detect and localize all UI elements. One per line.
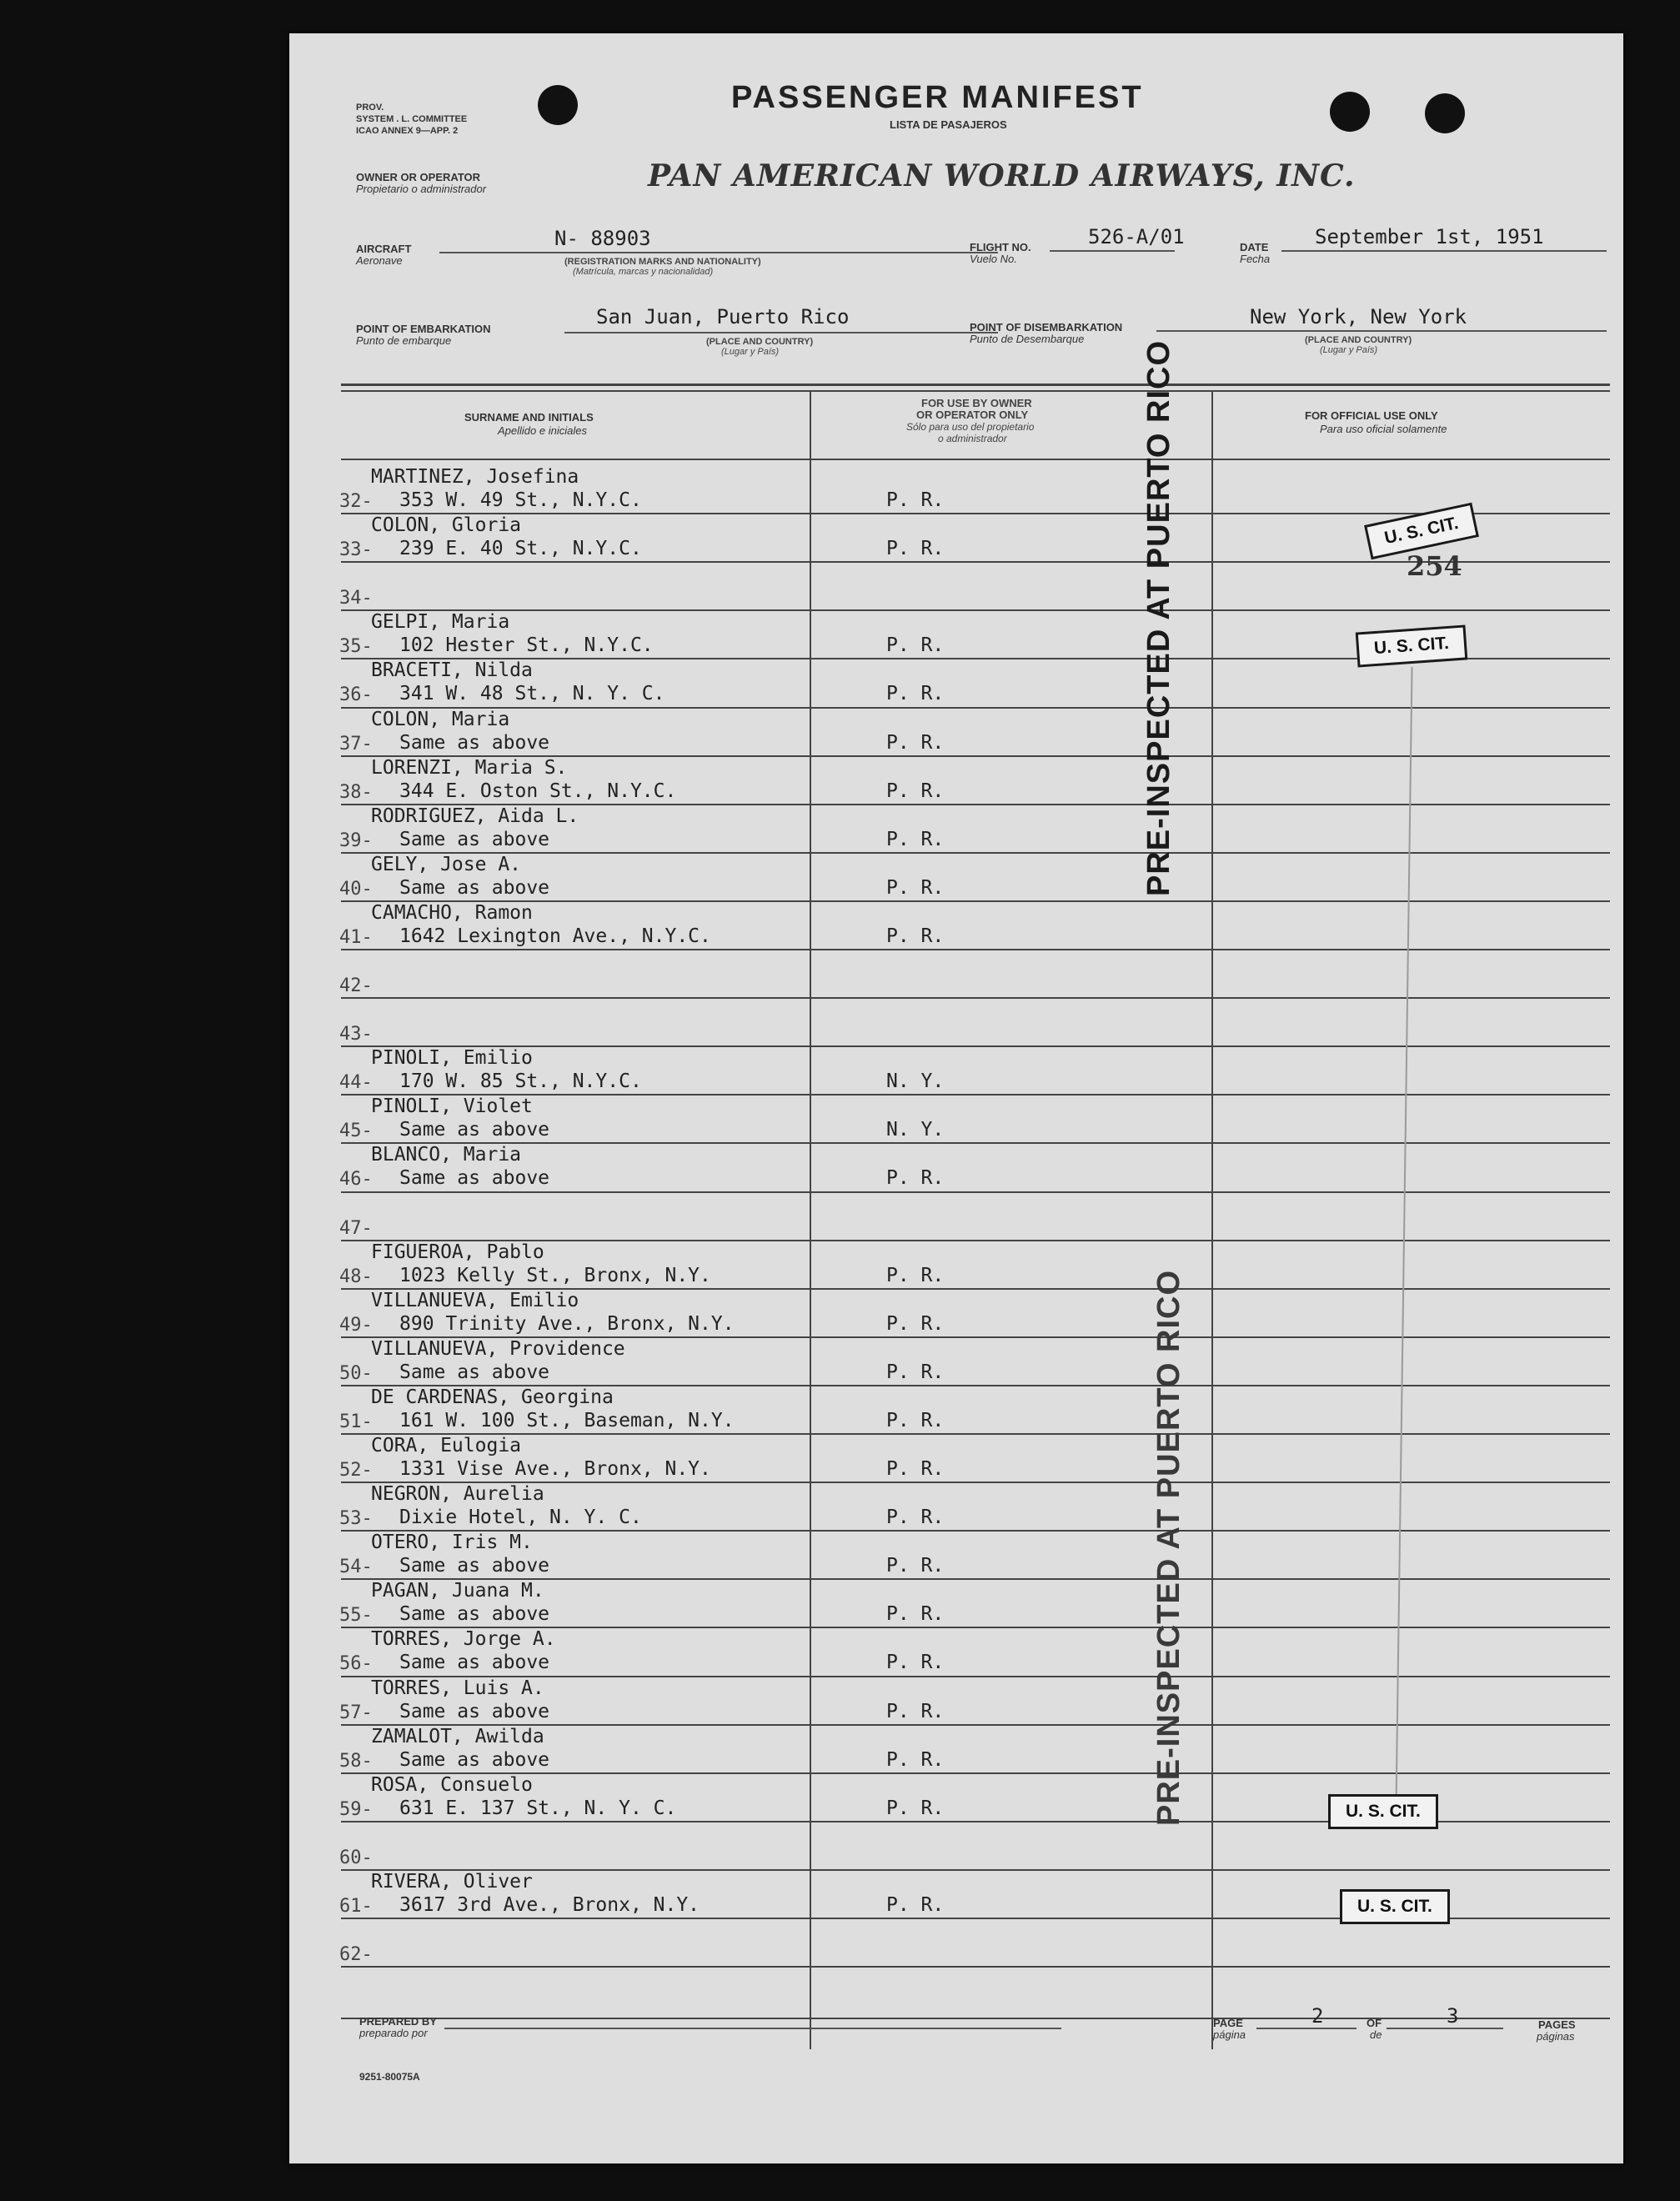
row-number: 62- <box>339 1944 373 1965</box>
of-value: 3 <box>1447 2004 1459 2028</box>
row-rule <box>341 707 1610 709</box>
disembark-value: New York, New York <box>1250 305 1467 328</box>
passenger-address: 239 E. 40 St., N.Y.C. <box>399 538 642 560</box>
name-column-header: SURNAME AND INITIALS <box>464 411 594 424</box>
form-code: 9251-80075A <box>359 2071 420 2083</box>
operator-code: P. R. <box>886 1603 945 1626</box>
passenger-name: ROSA, Consuelo <box>371 1773 533 1796</box>
column-divider-1 <box>810 390 811 2049</box>
row-number: 51- <box>339 1411 373 1432</box>
operator-code: P. R. <box>886 876 945 899</box>
row-number: 37- <box>339 733 373 755</box>
passenger-name: NEGRON, Aurelia <box>371 1483 544 1506</box>
preinspected-stamp-bottom: PRE-INSPECTED AT PUERTO RICO <box>1151 1269 1186 1826</box>
row-number: 32- <box>339 491 373 512</box>
passenger-address: Same as above <box>399 1361 550 1383</box>
passenger-address: Same as above <box>399 731 550 754</box>
flight-label-es: Vuelo No. <box>970 253 1017 265</box>
prepared-label: PREPARED BY <box>359 2015 437 2028</box>
handwritten-number: 254 <box>1407 550 1462 582</box>
passenger-address: 1642 Lexington Ave., N.Y.C. <box>399 925 711 947</box>
us-cit-stamp-1: U. S. CIT. <box>1364 503 1479 559</box>
flight-value: 526-A/01 <box>1088 225 1185 248</box>
operator-code: P. R. <box>886 1748 945 1771</box>
page-title: PASSENGER MANIFEST <box>731 80 1144 115</box>
manifest-sheet <box>289 33 1623 2163</box>
form-corner-line-2: SYSTEM . L. COMMITTEE <box>356 114 468 124</box>
date-label: DATE <box>1240 241 1269 253</box>
operator-code: P. R. <box>886 489 945 511</box>
row-number: 57- <box>339 1702 373 1723</box>
passenger-address: Same as above <box>399 1700 550 1722</box>
embark-label: POINT OF EMBARKATION <box>356 323 491 335</box>
operator-code: P. R. <box>886 1797 945 1819</box>
passenger-address: 161 W. 100 St., Baseman, N.Y. <box>399 1409 735 1431</box>
table-top-rule-2 <box>341 390 1610 392</box>
row-number: 45- <box>339 1121 373 1142</box>
row-number: 49- <box>339 1314 373 1336</box>
passenger-name: DE CARDENAS, Georgina <box>371 1386 614 1408</box>
header-bottom-rule <box>341 459 1610 460</box>
embark-caption: (PLACE AND COUNTRY) <box>706 337 814 347</box>
table-top-rule <box>341 384 1610 386</box>
date-value: September 1st, 1951 <box>1315 225 1544 248</box>
footer-rule <box>341 2018 1610 2019</box>
passenger-address: 102 Hester St., N.Y.C. <box>399 634 654 657</box>
pages-label-es: páginas <box>1537 2030 1575 2043</box>
us-cit-stamp-3: U. S. CIT. <box>1328 1794 1438 1829</box>
row-number: 39- <box>339 830 373 851</box>
embark-underline <box>564 332 998 333</box>
us-cit-stamp-4: U. S. CIT. <box>1340 1889 1450 1924</box>
flight-underline <box>1050 250 1175 252</box>
operator-code: P. R. <box>886 634 945 657</box>
passenger-name: GELY, Jose A. <box>371 853 522 875</box>
row-rule <box>341 852 1610 854</box>
disembark-label-es: Punto de Desembarque <box>970 333 1085 345</box>
page-label: PAGE <box>1213 2017 1243 2029</box>
operator-code: P. R. <box>886 1264 945 1286</box>
row-number: 38- <box>339 781 373 803</box>
row-rule <box>341 1433 1610 1435</box>
aircraft-underline <box>439 252 998 253</box>
row-number: 46- <box>339 1169 373 1191</box>
row-number: 33- <box>339 539 373 561</box>
passenger-name: MARTINEZ, Josefina <box>371 466 579 488</box>
operator-code: P. R. <box>886 828 945 850</box>
prepared-underline <box>444 2028 1061 2029</box>
operator-code: P. R. <box>886 1167 945 1190</box>
passenger-name: PINOLI, Emilio <box>371 1047 533 1070</box>
aircraft-caption: (REGISTRATION MARKS AND NATIONALITY) <box>564 257 761 267</box>
passenger-address: 631 E. 137 St., N. Y. C. <box>399 1797 677 1819</box>
passenger-address: Same as above <box>399 1652 550 1674</box>
passenger-name: BLANCO, Maria <box>371 1144 522 1166</box>
passenger-name: COLON, Gloria <box>371 514 522 537</box>
owner-column-header-es-1: Sólo para uso del propietario <box>906 421 1035 433</box>
passenger-address: 3617 3rd Ave., Bronx, N.Y. <box>399 1893 700 1916</box>
page-subtitle: LISTA DE PASAJEROS <box>890 118 1007 131</box>
disembark-caption-es: (Lugar y País) <box>1320 345 1378 355</box>
passenger-address: 170 W. 85 St., N.Y.C. <box>399 1070 642 1093</box>
operator-code: P. R. <box>886 925 945 947</box>
row-number: 44- <box>339 1072 373 1094</box>
passenger-address: Same as above <box>399 1555 550 1577</box>
operator-code: P. R. <box>886 683 945 705</box>
owner-column-header-es-2: o administrador <box>938 433 1007 444</box>
row-rule <box>341 1142 1610 1144</box>
passenger-name: RODRIGUEZ, Aida L. <box>371 805 579 827</box>
owner-column-header-1: FOR USE BY OWNER <box>921 397 1032 409</box>
embark-label-es: Punto de embarque <box>356 334 452 347</box>
passenger-name: TORRES, Luis A. <box>371 1677 544 1699</box>
row-rule <box>341 1191 1610 1193</box>
page-value: 2 <box>1311 2004 1324 2028</box>
passenger-name: OTERO, Iris M. <box>371 1532 533 1554</box>
passenger-address: 1331 Vise Ave., Bronx, N.Y. <box>399 1458 711 1480</box>
us-cit-stamp-2: U. S. CIT. <box>1356 624 1467 667</box>
row-number: 35- <box>339 636 373 658</box>
owner-value: PAN AMERICAN WORLD AIRWAYS, INC. <box>648 158 1356 193</box>
aircraft-value: N- 88903 <box>554 227 651 250</box>
page-underline <box>1256 2028 1357 2029</box>
passenger-address: 1023 Kelly St., Bronx, N.Y. <box>399 1264 711 1286</box>
official-column-header-es: Para uso oficial solamente <box>1320 423 1447 435</box>
page-label-es: página <box>1213 2028 1246 2041</box>
row-number: 50- <box>339 1362 373 1384</box>
of-label-es: de <box>1370 2028 1382 2041</box>
passenger-name: GELPI, Maria <box>371 611 510 634</box>
flight-label: FLIGHT NO. <box>970 241 1031 253</box>
passenger-address: 353 W. 49 St., N.Y.C. <box>399 489 642 511</box>
passenger-address: Same as above <box>399 1167 550 1190</box>
operator-code: P. R. <box>886 1312 945 1335</box>
row-number: 61- <box>339 1895 373 1917</box>
operator-code: P. R. <box>886 1409 945 1431</box>
row-rule <box>341 1966 1610 1968</box>
passenger-address: Same as above <box>399 1119 550 1141</box>
row-number: 53- <box>339 1508 373 1530</box>
aircraft-label: AIRCRAFT <box>356 243 412 255</box>
passenger-name: COLON, Maria <box>371 708 510 730</box>
passenger-address: Same as above <box>399 1748 550 1771</box>
passenger-address: Dixie Hotel, N. Y. C. <box>399 1507 642 1529</box>
name-column-header-es: Apellido e iniciales <box>498 424 587 437</box>
passenger-name: PAGAN, Juana M. <box>371 1580 544 1602</box>
passenger-name: RIVERA, Oliver <box>371 1870 533 1893</box>
of-label: OF <box>1367 2017 1382 2029</box>
row-number: 59- <box>339 1798 373 1820</box>
row-number: 55- <box>339 1605 373 1627</box>
passenger-address: 344 E. Oston St., N.Y.C. <box>399 780 677 802</box>
passenger-address: 341 W. 48 St., N. Y. C. <box>399 683 665 705</box>
passenger-name: ZAMALOT, Awilda <box>371 1725 544 1747</box>
passenger-address: 890 Trinity Ave., Bronx, N.Y. <box>399 1312 735 1335</box>
aircraft-caption-es: (Matrícula, marcas y nacionalidad) <box>573 267 714 277</box>
prepared-label-es: preparado por <box>359 2027 428 2039</box>
operator-code: P. R. <box>886 780 945 802</box>
passenger-name: LORENZI, Maria S. <box>371 756 568 779</box>
row-number: 41- <box>339 926 373 948</box>
passenger-address: Same as above <box>399 1603 550 1626</box>
passenger-name: BRACETI, Nilda <box>371 659 533 682</box>
owner-label-es: Propietario o administrador <box>356 183 487 195</box>
row-number: 36- <box>339 684 373 706</box>
passenger-name: VILLANUEVA, Providence <box>371 1337 625 1360</box>
row-rule <box>341 997 1610 999</box>
row-number: 40- <box>339 878 373 900</box>
operator-code: P. R. <box>886 1555 945 1577</box>
row-number: 43- <box>339 1024 373 1045</box>
passenger-name: CAMACHO, Ramon <box>371 901 533 924</box>
row-number: 58- <box>339 1750 373 1772</box>
row-rule <box>341 949 1610 950</box>
punch-hole-right-1 <box>1330 92 1370 132</box>
passenger-name: FIGUEROA, Pablo <box>371 1241 544 1263</box>
official-column-header: FOR OFFICIAL USE ONLY <box>1305 409 1438 422</box>
row-rule <box>341 609 1610 611</box>
operator-code: N. Y. <box>886 1119 945 1141</box>
owner-column-header-2: OR OPERATOR ONLY <box>916 409 1029 421</box>
passenger-name: PINOLI, Violet <box>371 1095 533 1118</box>
pencil-line <box>1395 667 1412 1809</box>
operator-code: P. R. <box>886 1700 945 1722</box>
operator-code: P. R. <box>886 1361 945 1383</box>
date-label-es: Fecha <box>1240 253 1271 265</box>
column-divider-2 <box>1211 390 1213 2049</box>
disembark-caption: (PLACE AND COUNTRY) <box>1305 335 1412 345</box>
operator-code: N. Y. <box>886 1070 945 1093</box>
pages-label: PAGES <box>1538 2018 1576 2031</box>
passenger-name: TORRES, Jorge A. <box>371 1628 556 1651</box>
punch-hole-left <box>538 85 578 125</box>
date-underline <box>1281 250 1607 252</box>
form-corner-line-3: ICAO ANNEX 9—APP. 2 <box>356 126 459 136</box>
passenger-name: VILLANUEVA, Emilio <box>371 1289 579 1311</box>
operator-code: P. R. <box>886 1652 945 1674</box>
row-number: 34- <box>339 588 373 609</box>
owner-label: OWNER OR OPERATOR <box>356 171 481 183</box>
operator-code: P. R. <box>886 1458 945 1480</box>
preinspected-stamp-top: PRE-INSPECTED AT PUERTO RICO <box>1141 339 1176 896</box>
embark-value: San Juan, Puerto Rico <box>596 305 850 328</box>
punch-hole-right-2 <box>1425 93 1465 133</box>
of-underline <box>1387 2028 1503 2029</box>
operator-code: P. R. <box>886 1507 945 1529</box>
row-number: 47- <box>339 1217 373 1239</box>
row-number: 56- <box>339 1653 373 1675</box>
row-number: 60- <box>339 1847 373 1868</box>
row-number: 52- <box>339 1460 373 1481</box>
passenger-address: Same as above <box>399 876 550 899</box>
disembark-label: POINT OF DISEMBARKATION <box>970 321 1123 333</box>
disembark-underline <box>1156 330 1607 332</box>
passenger-address: Same as above <box>399 828 550 850</box>
operator-code: P. R. <box>886 1893 945 1916</box>
form-corner-line-1: PROV. <box>356 103 384 113</box>
row-number: 54- <box>339 1557 373 1578</box>
operator-code: P. R. <box>886 731 945 754</box>
embark-caption-es: (Lugar y País) <box>721 347 780 357</box>
row-number: 48- <box>339 1266 373 1287</box>
row-number: 42- <box>339 975 373 996</box>
passenger-name: CORA, Eulogia <box>371 1435 522 1456</box>
operator-code: P. R. <box>886 538 945 560</box>
aircraft-label-es: Aeronave <box>356 254 403 267</box>
